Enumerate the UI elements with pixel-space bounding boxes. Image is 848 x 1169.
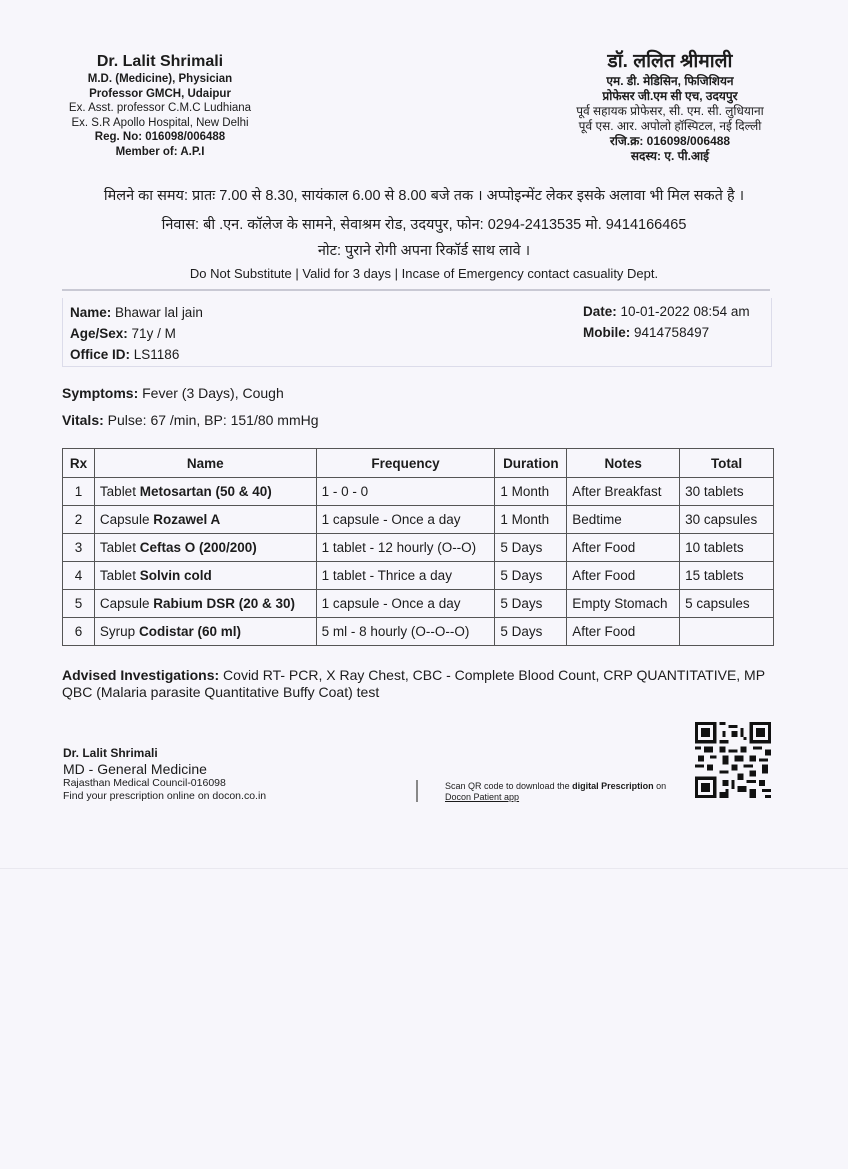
paper-fold-line	[0, 868, 848, 869]
doctor-degree-hindi: एम. डी. मेडिसिन, फिजिशियन	[606, 74, 734, 88]
duration: 5 Days	[495, 590, 567, 618]
total: 30 tablets	[680, 478, 774, 506]
table-header-row	[63, 449, 774, 478]
rx-number: 5	[63, 590, 95, 618]
notes: Empty Stomach	[567, 590, 680, 618]
frequency: 1 tablet - 12 hourly (O--O)	[316, 534, 495, 562]
duration: 1 Month	[495, 478, 567, 506]
rx-number: 2	[63, 506, 95, 534]
medicine-name: Capsule Rabium DSR (20 & 30)	[94, 590, 316, 618]
patient-office-label: Office ID:	[70, 347, 131, 362]
rx-number: 1	[63, 478, 95, 506]
medicine-name: Tablet Solvin cold	[94, 562, 316, 590]
patient-mobile: 9414758497	[634, 325, 710, 340]
address-line: निवास: बी .एन. कॉलेज के सामने, सेवाश्रम रोड, उदयपुर, फोन: 0294-2413535 मो. 9414166465	[161, 217, 687, 233]
doctor-ex2: Ex. S.R Apollo Hospital, New Delhi	[71, 116, 249, 129]
table-row	[63, 590, 774, 618]
vitals-label: Vitals:	[62, 412, 104, 428]
doctor-ex2-hindi: पूर्व एस. आर. अपोलो हॉस्पिटल, नई दिल्ली	[578, 119, 762, 133]
doctor-position-hindi: प्रोफेसर जी.एम सी एच, उदयपुर	[602, 89, 738, 103]
symptoms-label: Symptoms:	[62, 385, 139, 401]
timing-line: मिलने का समय: प्रातः 7.00 से 8.30, सायंकाल 6.00 से 8.00 बजे तक । अप्पोइन्मेंट लेकर इसके अलावा भी मिल सकते है ।	[103, 188, 745, 204]
medication-table	[62, 448, 774, 646]
table-row	[63, 562, 774, 590]
doctor-member-hindi: सदस्य: ए. पी.आई	[630, 149, 710, 163]
investigations-label: Advised Investigations:	[62, 667, 220, 683]
visit-date: 10-01-2022 08:54 am	[620, 304, 750, 319]
table-row	[63, 534, 774, 562]
notes: After Food	[567, 618, 680, 646]
medicine-name: Tablet Metosartan (50 & 40)	[94, 478, 316, 506]
qr-code-icon	[695, 722, 771, 798]
notes: After Food	[567, 534, 680, 562]
col-duration: Duration	[495, 449, 567, 478]
col-frequency: Frequency	[316, 449, 495, 478]
doctor-position: Professor GMCH, Udaipur	[89, 87, 231, 100]
rx-number: 3	[63, 534, 95, 562]
vitals	[62, 412, 319, 428]
vitals-text: Pulse: 67 /min, BP: 151/80 mmHg	[107, 412, 319, 428]
duration: 1 Month	[495, 506, 567, 534]
doctor-header-hindi	[545, 50, 795, 164]
patient-name-label: Name:	[70, 305, 112, 320]
doctor-name: Dr. Lalit Shrimali	[96, 53, 224, 70]
rx-number: 6	[63, 618, 95, 646]
symptoms	[62, 385, 284, 401]
total: 15 tablets	[680, 562, 774, 590]
doctor-reg-hindi: रजि.क्र: 016098/006488	[609, 134, 731, 148]
footer-doctor-name: Dr. Lalit Shrimali	[63, 746, 158, 760]
table-row	[63, 506, 774, 534]
date-label: Date:	[583, 304, 617, 319]
mobile-label: Mobile:	[583, 325, 631, 340]
total: 30 capsules	[680, 506, 774, 534]
footer-signature	[63, 746, 266, 803]
scan-instructions: Scan QR code to download the digital Prescription on Docon Patient app	[445, 781, 690, 803]
col-rx: Rx	[63, 449, 95, 478]
doctor-degree: M.D. (Medicine), Physician	[87, 73, 233, 85]
footer-council: Rajasthan Medical Council-016098	[63, 777, 226, 789]
doctor-ex1-hindi: पूर्व सहायक प्रोफेसर, सी. एम. सी. लुधियाना	[576, 104, 764, 118]
docon-app-link[interactable]: Docon Patient app	[445, 792, 520, 802]
col-total: Total	[680, 449, 774, 478]
total: 5 capsules	[680, 590, 774, 618]
duration: 5 Days	[495, 534, 567, 562]
footer-divider	[416, 780, 418, 802]
rx-number: 4	[63, 562, 95, 590]
patient-office: LS1186	[133, 347, 180, 362]
footer-specialty: MD - General Medicine	[63, 761, 207, 777]
frequency: 1 tablet - Thrice a day	[316, 562, 495, 590]
frequency: 5 ml - 8 hourly (O--O--O)	[316, 618, 495, 646]
medicine-name: Capsule Rozawel A	[94, 506, 316, 534]
medicine-name: Tablet Ceftas O (200/200)	[94, 534, 316, 562]
patient-age-label: Age/Sex:	[70, 326, 128, 341]
notes: After Food	[567, 562, 680, 590]
frequency: 1 capsule - Once a day	[316, 506, 495, 534]
col-name: Name	[94, 449, 316, 478]
duration: 5 Days	[495, 562, 567, 590]
total: 10 tablets	[680, 534, 774, 562]
disclaimer-line: Do Not Substitute | Valid for 3 days | Incase of Emergency contact casuality Dept.	[189, 266, 659, 281]
doctor-member: Member of: A.P.I	[115, 145, 205, 158]
investigations	[62, 667, 774, 701]
patient-details	[70, 302, 203, 365]
duration: 5 Days	[495, 618, 567, 646]
doctor-header-english	[40, 52, 280, 159]
table-row	[63, 478, 774, 506]
table-row	[63, 618, 774, 646]
doctor-ex1: Ex. Asst. professor C.M.C Ludhiana	[68, 102, 252, 114]
notes: After Breakfast	[567, 478, 680, 506]
note-line: नोट: पुराने रोगी अपना रिकॉर्ड साथ लावे ।	[317, 243, 531, 259]
frequency: 1 capsule - Once a day	[316, 590, 495, 618]
visit-details	[583, 301, 750, 343]
frequency: 1 - 0 - 0	[316, 478, 495, 506]
symptoms-text: Fever (3 Days), Cough	[142, 385, 284, 401]
header-divider	[62, 289, 770, 291]
patient-age: 71y / M	[131, 326, 176, 341]
medicine-name: Syrup Codistar (60 ml)	[94, 618, 316, 646]
investigations-text: Covid RT- PCR, X Ray Chest, CBC - Complete Blood Count, CRP QUANTITATIVE, MP QBC (Malaria parasite Quantitative Buffy Coat) test	[62, 667, 765, 700]
total	[680, 618, 774, 646]
col-notes: Notes	[567, 449, 680, 478]
notes: Bedtime	[567, 506, 680, 534]
doctor-reg: Reg. No: 016098/006488	[94, 131, 226, 143]
patient-name: Bhawar lal jain	[115, 305, 203, 320]
footer-online: Find your prescription online on docon.co.in	[63, 790, 267, 802]
doctor-name-hindi: डॉ. ललित श्रीमाली	[607, 51, 733, 72]
